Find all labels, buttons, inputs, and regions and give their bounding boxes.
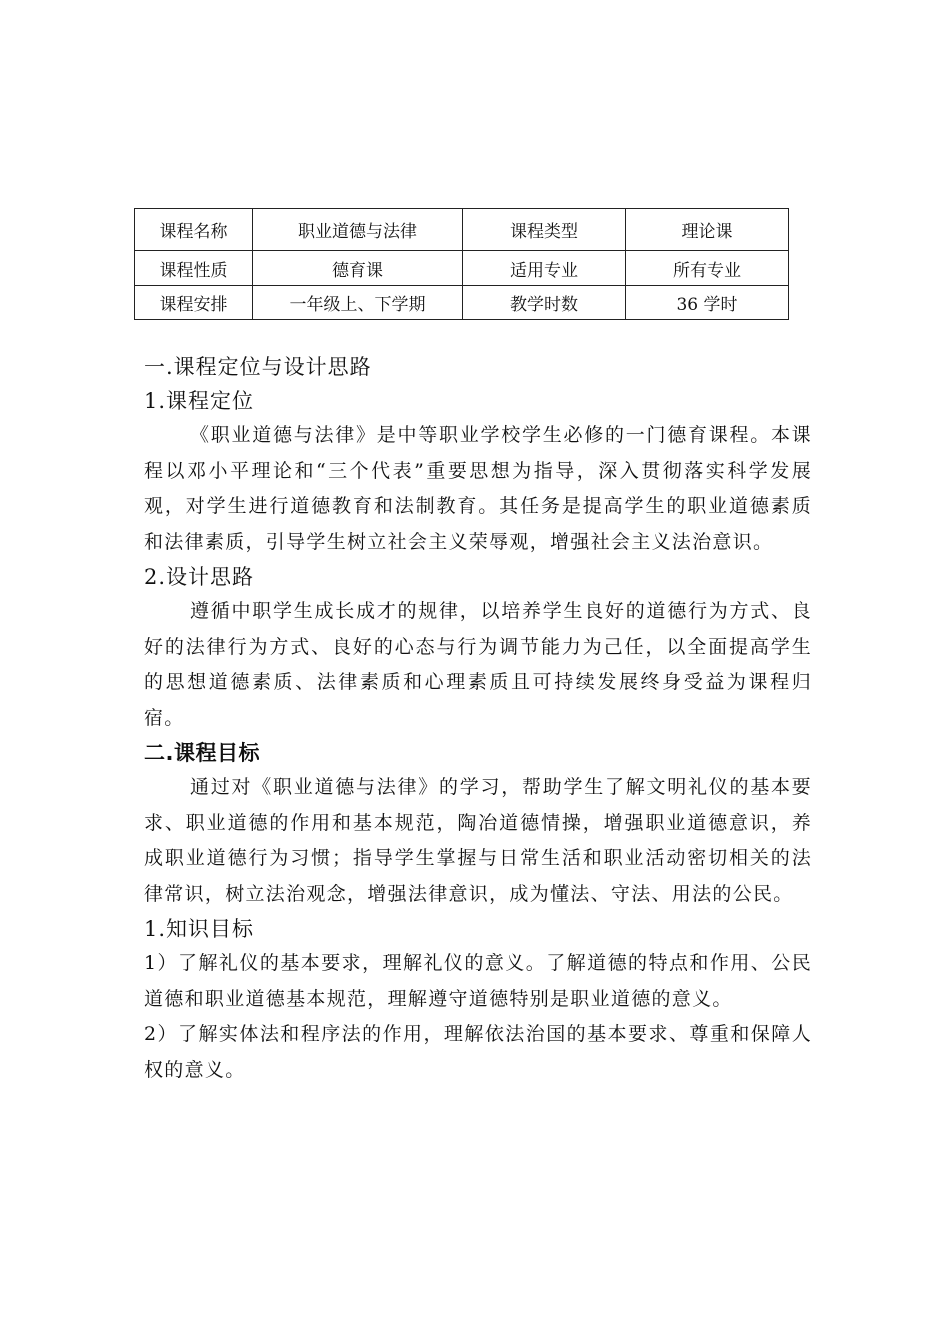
table-cell: 课程安排: [135, 286, 253, 320]
paragraph: 《职业道德与法律》是中等职业学校学生必修的一门德育课程。本课程以邓小平理论和“三个代表”重要思想为指导，深入贯彻落实科学发展观，对学生进行道德教育和法制教育。其任务是提高学生的职业道德素质和法律素质，引导学生树立社会主义荣辱观，增强社会主义法治意识。: [144, 424, 812, 553]
table-cell: 德育课: [253, 251, 463, 286]
table-cell: 课程名称: [135, 209, 253, 251]
subsection-heading: 1.课程定位: [144, 389, 255, 413]
section-heading: 二.课程目标: [144, 741, 260, 765]
course-info-table: [134, 208, 789, 320]
list-item: 2）了解实体法和程序法的作用，理解依法治国的基本要求、尊重和保障人权的意义。: [144, 1023, 812, 1081]
table-cell: 所有专业: [626, 251, 789, 286]
document-body: [144, 350, 812, 1088]
table-row: [135, 251, 789, 286]
list-item: 1）了解礼仪的基本要求，理解礼仪的意义。了解道德的特点和作用、公民道德和职业道德基本规范，理解遵守道德特别是职业道德的意义。: [144, 952, 812, 1010]
table-cell: 一年级上、下学期: [253, 286, 463, 320]
section-heading: 一.课程定位与设计思路: [144, 355, 372, 379]
table-cell: 职业道德与法律: [253, 209, 463, 251]
table-cell: 理论课: [626, 209, 789, 251]
table-cell: 课程类型: [463, 209, 626, 251]
table-cell: 教学时数: [463, 286, 626, 320]
table-cell: 36 学时: [626, 286, 789, 320]
paragraph: 通过对《职业道德与法律》的学习，帮助学生了解文明礼仪的基本要求、职业道德的作用和基本规范，陶冶道德情操，增强职业道德意识，养成职业道德行为习惯；指导学生掌握与日常生活和职业活动密切相关的法律常识，树立法治观念，增强法律意识，成为懂法、守法、用法的公民。: [144, 776, 812, 905]
subsection-heading: 1.知识目标: [144, 917, 255, 941]
table-row: [135, 286, 789, 320]
table-cell: 课程性质: [135, 251, 253, 286]
table-row: [135, 209, 789, 251]
table-cell: 适用专业: [463, 251, 626, 286]
paragraph: 遵循中职学生成长成才的规律，以培养学生良好的道德行为方式、良好的法律行为方式、良好的心态与行为调节能力为己任，以全面提高学生的思想道德素质、法律素质和心理素质且可持续发展终身受益为课程归宿。: [144, 600, 812, 729]
subsection-heading: 2.设计思路: [144, 565, 255, 589]
